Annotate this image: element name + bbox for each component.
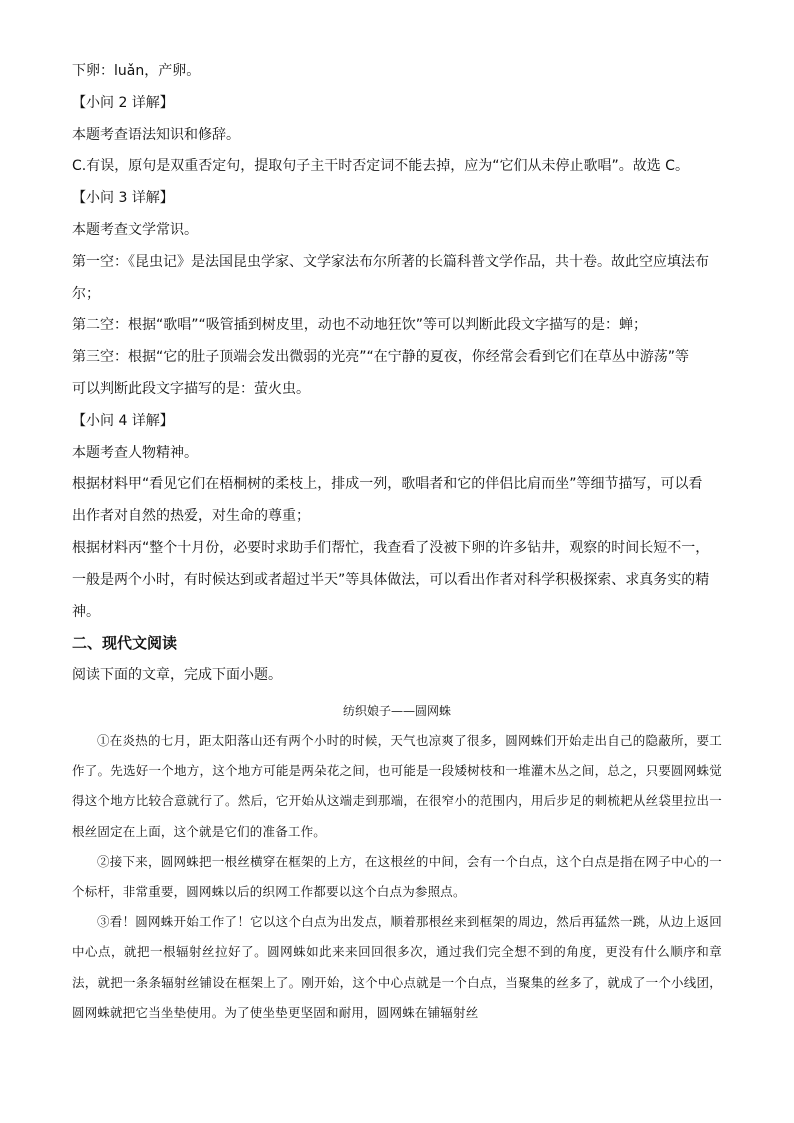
- answer-line: 出作者对自然的热爱，对生命的尊重；: [72, 508, 310, 525]
- article-paragraph: ①在炎热的七月，距太阳落山还有两个小时的时候，天气也凉爽了很多，圆网蛛们开始走出自己的隐蔽所，要工作了。先选好一个地方，这个地方可能是两朵花之间，也可能是一段矮树枝和一堆灌木丛之间，总之，只要圆网蛛觉得这个地方比较合意就行了。然后，它开始从这端走到那端，在很窄小的范围内，用后步足的刺梳耙从丝袋里拉出一根丝固定在上面，这个就是它们的准备工作。: [72, 732, 722, 839]
- answer-line: 可以判断此段文字描写的是：萤火虫。: [72, 380, 310, 397]
- answer-subheading: 【小问 3 详解】: [72, 190, 174, 207]
- answer-subheading: 【小问 4 详解】: [72, 412, 174, 429]
- article-paragraph: ②接下来，圆网蛛把一根丝横穿在框架的上方，在这根丝的中间，会有一个白点，这个白点是指在网子中心的一个标杆，非常重要，圆网蛛以后的织网工作都要以这个白点为参照点。: [72, 853, 722, 899]
- answer-line: 神。: [72, 603, 100, 620]
- answer-line: 本题考查文学常识。: [72, 221, 198, 238]
- answer-line: 下卵：luǎn，产卵。: [72, 63, 201, 79]
- answer-line: 本题考查语法知识和修辞。: [72, 126, 240, 143]
- answer-line: 根据材料丙“整个十月份，必要时求助手们帮忙，我查看了没被下卵的许多钻井，观察的时间长短不一，: [72, 539, 710, 556]
- reading-instruction: 阅读下面的文章，完成下面小题。: [72, 667, 282, 684]
- answer-line: 根据材料甲“看见它们在梧桐树的柔枝上，排成一列，歌唱者和它的伴侣比肩而坐”等细节描写，可以看: [72, 476, 703, 493]
- answer-line: 本题考查人物精神。: [72, 444, 198, 461]
- article-paragraph: ③看！圆网蛛开始工作了！它以这个白点为出发点，顺着那根丝来到框架的周边，然后再猛然一跳，从边上返回中心点，就把一根辐射丝拉好了。圆网蛛如此来来回回很多次，通过我们完全想不到的角度，更没有什么顺序和章法，就把一条条辐射丝铺设在框架上了。刚开始，这个中心点就是一个白点，当聚集的丝多了，就成了一个小线团，圆网蛛就把它当坐垫使用。为了使坐垫更坚固和耐用，圆网蛛在铺辐射丝: [72, 914, 722, 1020]
- answer-subheading: 【小问 2 详解】: [72, 94, 174, 111]
- answer-line: 第二空：根据“歌唱”“吸管插到树皮里，动也不动地狂饮”等可以判断此段文字描写的是：蝉；: [72, 317, 648, 334]
- document-page: [72, 56, 722, 1028]
- article-title: 纺织娘子——圆网蛛: [342, 703, 451, 718]
- answer-line: 第一空：《昆虫记》是法国昆虫学家、文学家法布尔所著的长篇科普文学作品，共十卷。故此空应填法布: [72, 253, 709, 270]
- answer-line: 尔；: [72, 285, 100, 302]
- answer-line: 第三空：根据“它的肚子顶端会发出微弱的光亮”“在宁静的夏夜，你经常会看到它们在草丛中游荡”等: [72, 349, 690, 366]
- section-heading: 二、现代文阅读: [72, 634, 178, 653]
- answer-line: C.有误，原句是双重否定句，提取句子主干时否定词不能去掉，应为“它们从未停止歌唱”。故选 C。: [72, 158, 689, 175]
- answer-line: 一般是两个小时，有时候达到或者超过半天”等具体做法，可以看出作者对科学积极探索、求真务实的精: [72, 571, 710, 588]
